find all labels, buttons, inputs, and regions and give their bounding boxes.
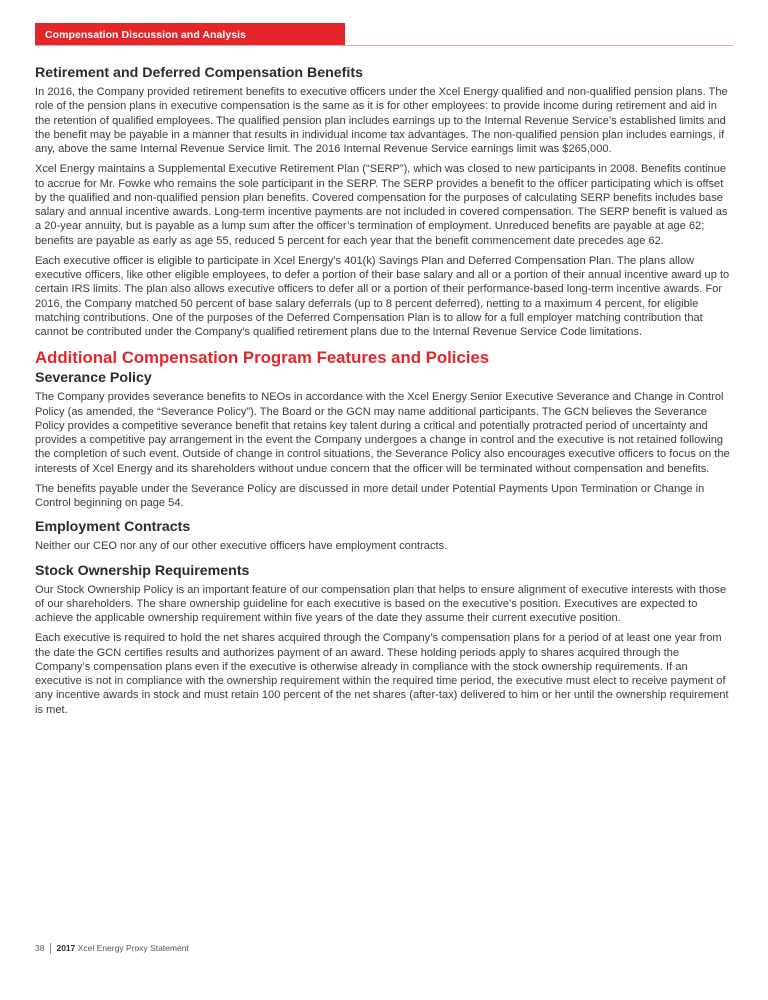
page-content	[35, 65, 735, 723]
employment-contracts-paragraph: Neither our CEO nor any of our other executive officers have employment contracts.	[35, 540, 448, 553]
footer-separator	[50, 943, 51, 954]
stock-ownership-paragraph-2: Each executive is required to hold the net shares acquired through the Company’s compensation plans for a period of at least one year from the date the GCN certifies results and authorizes payment of an award. These holding periods apply to shares acquired through the Company’s compensation plans even if the executive is otherwise already in compliance with the stock ownership requirements. If an executive is not in compliance with the ownership requirement within the required time period, the executive must elect to receive payment of any incentive awards in stock and must retain 100 percent of the net shares (after-tax) delivered to him or her until the ownership requirement is met.	[35, 632, 729, 716]
header-divider	[35, 45, 733, 46]
severance-paragraph-2: The benefits payable under the Severance Policy are discussed in more detail under Potential Payments Upon Termination or Change in Control beginning on page 54.	[35, 482, 705, 509]
employment-contracts-heading: Employment Contracts	[35, 519, 191, 536]
severance-heading: Severance Policy	[35, 370, 152, 387]
stock-ownership-paragraph-1: Our Stock Ownership Policy is an important feature of our compensation plan that helps to ensure alignment of executive interests with those of our shareholders. The share ownership guideline for each executive is based on the executive’s position. Executives are expected to achieve the applicable ownership requirement within five years of the date they assume their current executive position.	[35, 583, 727, 624]
page-number: 38	[35, 943, 45, 953]
page-footer	[35, 943, 189, 954]
retirement-heading: Retirement and Deferred Compensation Benefits	[35, 65, 363, 81]
retirement-paragraph-3: Each executive officer is eligible to participate in Xcel Energy’s 401(k) Savings Plan and Deferred Compensation Plan. The plans allow executive officers, like other eligible employees, to defer a portion of their base salary and all or a portion of their annual incentive award up to certain IRS limits. The plan also allows executive officers to defer all or a portion of their performance-based long-term incentive awards. For 2016, the Company matched 50 percent of base salary deferrals (up to 8 percent deferred), netting to a maximum 4 percent, for eligible matching contributions. One of the purposes of the Deferred Compensation Plan is to allow for a full employer matching contribution that cannot be contributed under the Company’s qualified retirement plans due to the Internal Revenue Service Code limitations.	[35, 254, 730, 338]
stock-ownership-heading: Stock Ownership Requirements	[35, 562, 250, 579]
additional-features-heading: Additional Compensation Program Features and Policies	[35, 348, 490, 368]
retirement-paragraph-2: Xcel Energy maintains a Supplemental Executive Retirement Plan (“SERP”), which was closed to new participants in 2008. Benefits continue to accrue for Mr. Fowke who remains the sole participant in the SERP. The SERP provides a benefit to the officer participating which is offset by the qualified and non-qualified pension plan benefits. Covered compensation for the purposes of calculating SERP benefits includes base salary and annual incentive awards. Long-term incentive payments are not included in covered compensation. The SERP benefit is valued as a 20-year annuity, but is payable as a lump sum after the officer’s termination of employment. Unreduced benefits are payable at age 62; benefits are payable as early as age 55, reduced 5 percent for each year that the benefit commencement date precedes age 62.	[35, 163, 728, 247]
section-header-label: Compensation Discussion and Analysis	[45, 29, 246, 41]
footer-year: 2017	[56, 943, 76, 953]
severance-paragraph-1: The Company provides severance benefits to NEOs in accordance with the Xcel Energy Senior Executive Severance and Change in Control Policy (as amended, the “Severance Policy”). The Board or the GCN may name additional participants. The GCN believes the Severance Policy provides a competitive severance benefit that retains key talent during a critical and potentially protracted period of uncertainty and provides a competitive pay arrangement in the event the Company undergoes a change in control and the executive is not retained following the completion of such event. Outside of change in control situations, the Severance Policy also encourages executive officers to focus on the interests of Xcel Energy and its shareholders without undue concern that the officer will be terminated without compensation and benefits.	[35, 391, 730, 475]
section-header-bar	[35, 23, 345, 46]
retirement-paragraph-1: In 2016, the Company provided retirement benefits to executive officers under the Xcel Energy qualified and non-qualified pension plans. The role of the pension plans in executive compensation is the same as it is for other employees: to provide income during retirement and aid in the retention of qualified employees. The qualified pension plan includes earnings up to the Internal Revenue Service’s established limits and the benefit may be payable in a manner that results in individual income tax advantages. The non-qualified pension plan includes earnings, if any, above the same Internal Revenue Service limit. The 2016 Internal Revenue Service earnings limit was $265,000.	[35, 86, 728, 155]
footer-title: Xcel Energy Proxy Statement	[77, 943, 189, 953]
